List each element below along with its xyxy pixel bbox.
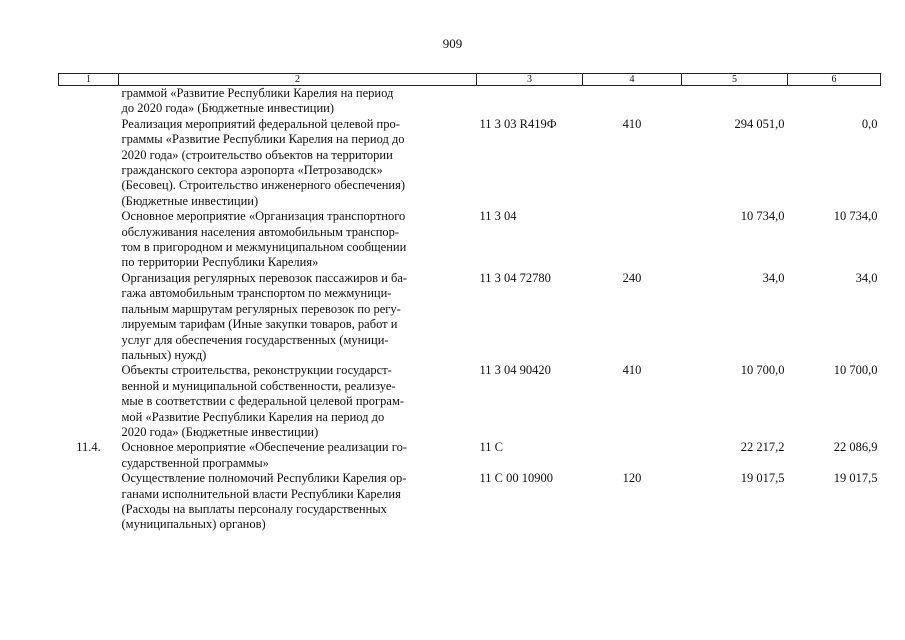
row-number: [59, 471, 119, 533]
description-line: 2020 года» (строительство объектов на территории: [121, 147, 393, 162]
description-line: 2020 года» (Бюджетные инвестиции): [121, 424, 319, 439]
description-line: Основное мероприятие «Организация транспортного: [121, 209, 406, 224]
row-amount-col6: 0,0: [861, 116, 878, 131]
table-row: [59, 363, 881, 440]
row-code: [477, 86, 583, 117]
row-number: [59, 86, 119, 117]
row-description: [119, 117, 477, 209]
row-amount-col6: 10 734,0: [833, 209, 878, 224]
row-expense-type: [583, 86, 682, 117]
row-expense-type: 410: [622, 363, 642, 378]
description-line: граммы «Развитие Республики Карелия на период до: [121, 132, 405, 147]
description-line: Реализация мероприятий федеральной целевой про-: [121, 116, 400, 131]
description-line: Осуществление полномочий Республики Карелия ор-: [121, 471, 407, 486]
table-body: [59, 86, 881, 533]
column-header-4: 4: [583, 74, 682, 86]
row-amount-col6: [788, 86, 881, 117]
row-amount-col6: 19 017,5: [833, 471, 878, 486]
table-row: [59, 440, 881, 471]
row-expense-type: 410: [622, 116, 642, 131]
row-description: [119, 471, 477, 533]
description-line: Организация регулярных перевозок пассажиров и ба-: [121, 270, 408, 285]
description-line: (Бесовец). Строительство инженерного обеспечения): [121, 178, 406, 193]
column-header-2: 2: [119, 74, 477, 86]
row-number: [59, 117, 119, 209]
table-row: [59, 471, 881, 533]
description-line: до 2020 года» (Бюджетные инвестиции): [121, 101, 334, 116]
column-header-6: 6: [788, 74, 881, 86]
row-code: 11 С: [479, 440, 503, 455]
row-number: 11.4.: [76, 440, 101, 455]
description-line: мой «Развитие Республики Карелия на период до: [121, 409, 385, 424]
table-row: [59, 209, 881, 271]
description-line: том в пригородном и межмуниципальном сообщении: [121, 240, 407, 255]
row-amount-col6: 10 700,0: [833, 363, 878, 378]
row-amount-col5: [682, 86, 788, 117]
description-line: услуг для обеспечения государственных (муници-: [121, 332, 389, 347]
budget-table: [58, 73, 881, 533]
description-line: сударственной программы»: [121, 455, 269, 470]
row-number: [59, 271, 119, 363]
table-row: [59, 117, 881, 209]
row-expense-type: 120: [622, 471, 642, 486]
description-line: Основное мероприятие «Обеспечение реализации го-: [121, 440, 407, 455]
description-line: (муниципальных) органов): [121, 517, 266, 532]
row-amount-col5: 10 734,0: [740, 209, 785, 224]
row-number: [59, 209, 119, 271]
description-line: мые в соответствии с федеральной целевой програм-: [121, 394, 405, 409]
table-row: [59, 271, 881, 363]
row-amount-col5: 22 217,2: [740, 440, 785, 455]
row-amount-col5: 19 017,5: [740, 471, 785, 486]
row-code: 11 3 04 72780: [479, 270, 551, 285]
column-header-5: 5: [682, 74, 788, 86]
row-description: [119, 271, 477, 363]
row-description: [119, 209, 477, 271]
table-header: [59, 74, 881, 86]
description-line: (Расходы на выплаты персоналу государственных: [121, 501, 387, 516]
description-line: Объекты строительства, реконструкции государст-: [121, 363, 392, 378]
row-description: [119, 363, 477, 440]
row-amount-col5: 34,0: [762, 270, 785, 285]
row-description: [119, 440, 477, 471]
description-line: ганами исполнительной власти Республики Карелия: [121, 486, 401, 501]
row-code: 11 3 04 90420: [479, 363, 551, 378]
column-header-3: 3: [477, 74, 583, 86]
description-line: граммой «Развитие Республики Карелия на период: [121, 86, 394, 100]
description-line: гажа автомобильным транспортом по межмуници-: [121, 286, 392, 301]
row-code: 11 3 03 R419Ф: [479, 116, 557, 131]
description-line: гражданского сектора аэропорта «Петрозаводск»: [121, 163, 383, 178]
description-line: по территории Республики Карелия»: [121, 255, 319, 270]
row-expense-type: [583, 440, 682, 471]
page-number: 909: [442, 36, 463, 51]
table-row: [59, 86, 881, 117]
row-description: [119, 86, 477, 117]
row-expense-type: [583, 209, 682, 271]
row-amount-col5: 10 700,0: [740, 363, 785, 378]
column-header-1: 1: [59, 74, 119, 86]
row-code: 11 3 04: [479, 209, 517, 224]
description-line: венной и муниципальной собственности, реализуе-: [121, 378, 396, 393]
description-line: обслуживания населения автомобильным транспор-: [121, 224, 400, 239]
row-amount-col6: 22 086,9: [833, 440, 878, 455]
row-number: [59, 363, 119, 440]
description-line: (Бюджетные инвестиции): [121, 193, 259, 208]
description-line: пальным маршрутам регулярных перевозок по регу-: [121, 301, 401, 316]
row-amount-col5: 294 051,0: [734, 116, 785, 131]
description-line: пальных) нужд): [121, 347, 207, 362]
row-code: 11 С 00 10900: [479, 471, 553, 486]
row-amount-col6: 34,0: [855, 270, 878, 285]
row-expense-type: 240: [622, 270, 642, 285]
description-line: лируемым тарифам (Иные закупки товаров, работ и: [121, 317, 398, 332]
